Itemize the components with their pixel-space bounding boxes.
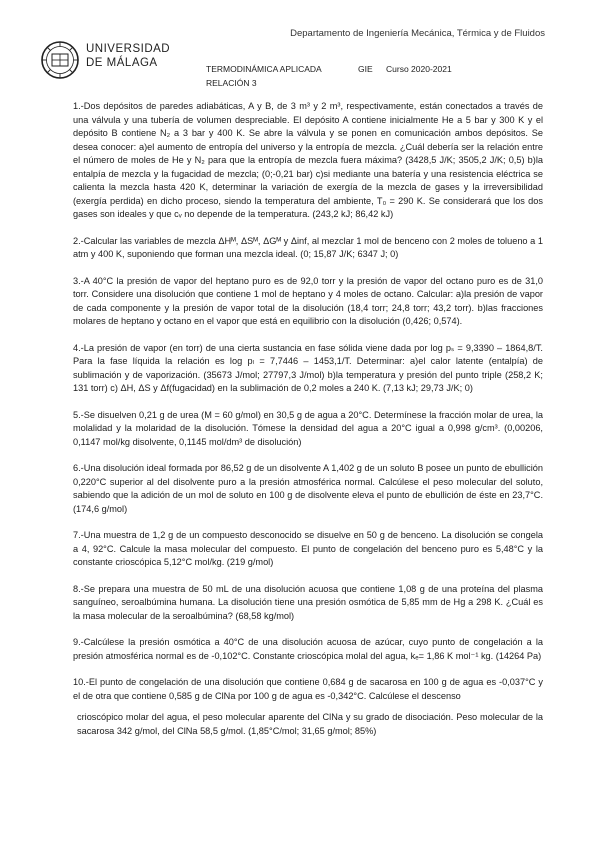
course-header xyxy=(206,64,452,74)
problem-9: 9.-Calcúlese la presión osmótica a 40°C de una disolución acuosa de azúcar, cuyo punto de congelación a la presión atmosférica normal es de -0,102°C. Constante crioscópica molal del agua, kₑ= 1,86 K mol⁻¹ kg. (14264 Pa) xyxy=(73,637,543,661)
problem-3: 3.-A 40°C la presión de vapor del heptano puro es de 92,0 torr y la presión de vapor del octano puro es de 31,0 torr. Considere una disolución que contiene 1 mol de heptano y 4 moles de octano. Calcular: a)la presión de vapor de cada componente y la presión de vapor total de la disolución (18,4 torr; 24,8 torr; 43,2 torr). b)las fracciones molares de heptano y octano en el vapor que está en equilibrio con la disolución (0,426; 0,574). xyxy=(73,275,543,326)
problem-8: 8.-Se prepara una muestra de 50 mL de una disolución acuosa que contiene 1,08 g de una proteína del plasma sanguíneo, seroalbúmina humana. La disolución tiene una presión osmótica de 5,85 mm de Hg a 298 K. ¿Cuál es la masa molecular de la seroalbúmina? (68,58 kg/mol) xyxy=(73,583,543,621)
problem-1: 1.-Dos depósitos de paredes adiabáticas, A y B, de 3 m³ y 2 m³, respectivamente, están conectados a través de una válvula y una tubería de volumen despreciable. El depósito A contiene inicialmente He a 5 bar y 300 K y el depósito B contiene N₂ a 3 bar y 400 K. Se abre la válvula y se ponen en comunicación ambos depósitos. Se desea conocer: a)el aumento de entropía del universo y la entropía de mezcla. ¿Cuál debería ser la relación entre el número de moles de He y N₂ para que la entropía de mezcla fuera máxima? (3428,5 J/K; 3505,2 J/K; 0,5) b)la entalpía de mezcla y la fugacidad de mezcla; (0;-0,21 bar) c)si mediante una batería y una resistencia eléctrica se calienta la mezcla hasta 420 K, determinar la variación de exergía de la mezcla de gases y la irreversibilidad (exergía perdida) en dicho proceso, siendo la temperatura del ambiente, T₀ = 290 K. Se considerará que los dos gases son ideales y que cᵥ no depende de la temperatura. (243,2 kJ; 86,42 kJ) xyxy=(73,101,543,219)
degree-code: GIE xyxy=(358,64,373,74)
problem-2: 2.-Calcular las variables de mezcla ΔHᴹ, ΔSᴹ, ΔGᴹ y Δinf, al mezclar 1 mol de benceno con 2 moles de tolueno a 1 atm y 400 K, suponiendo que forman una mezcla ideal. (0; 15,87 J/K; 6347 J; 0) xyxy=(73,235,543,259)
university-name-line1: UNIVERSIDAD xyxy=(86,43,171,55)
problem-list xyxy=(73,100,543,751)
university-name-line2: DE MÁLAGA xyxy=(86,57,158,69)
subject-title: TERMODINÁMICA APLICADA xyxy=(206,64,322,74)
department-name: Departamento de Ingeniería Mecánica, Térmica y de Fluidos xyxy=(290,28,545,39)
academic-year: Curso 2020-2021 xyxy=(386,64,452,74)
problem-6: 6.-Una disolución ideal formada por 86,52 g de un disolvente A 1,402 g de un soluto B posee un punto de ebullición 0,220°C superior al del disolvente puro a la presión atmosférica normal. Calcúlese el peso molecular del soluto, sabiendo que la adición de un mol de soluto en 100 g de disolvente eleva el punto de ebullición de éste en 23,7°C. (174,6 g/mol) xyxy=(73,463,543,514)
problem-5: 5.-Se disuelven 0,21 g de urea (M = 60 g/mol) en 30,5 g de agua a 20°C. Determínese la fracción molar de urea, la molalidad y la molaridad de la disolución. Tómese la densidad del agua a 20°C igual a 0,998 g/cm³. (0,00206, 0,1147 mol/kg disolvente, 0,1145 mol/dm³ de disolución) xyxy=(73,409,543,447)
problem-set-title: RELACIÓN 3 xyxy=(206,78,257,88)
problem-10: 10.-El punto de congelación de una disolución que contiene 0,684 g de sacarosa en 100 g de agua es -0,037°C y el de otra que contiene 0,585 g de ClNa por 100 g de agua es -0,342°C. Calcúlese el descenso xyxy=(73,677,543,701)
university-seal-icon xyxy=(40,40,80,80)
problem-7: 7.-Una muestra de 1,2 g de un compuesto desconocido se disuelve en 50 g de benceno. La disolución se congela a 4, 92°C. Calcule la masa molecular del compuesto. El punto de congelación del benceno puro es 5,48°C y la constante crioscópica 5,12°C mol/kg. (219 g/mol) xyxy=(73,530,543,567)
university-logo xyxy=(40,40,170,80)
problem-10-continuation: crioscópico molar del agua, el peso molecular aparente del ClNa y su grado de disociación. Peso molecular de la sacarosa 342 g/mol, del ClNa 58,5 g/mol. (1,85°C/mol; 31,65 g/mol; 85%) xyxy=(77,712,543,736)
problem-4: 4.-La presión de vapor (en torr) de una cierta sustancia en fase sólida viene dada por log pₛ = 9,3390 – 1864,8/T. Para la fase líquida la relación es log pₗ = 7,7446 – 1453,1/T. Determinar: a)el calor latente (entalpía) de sublimación y de vaporización. (35673 J/mol; 27797,3 J/mol) b)la temperatura y presión del punto triple (258,2 K; 131 torr) c) ΔH, ΔS y Δf(fugacidad) en la sublimación de 0,2 moles a 240 K. (7,13 kJ; 29,73 J/K; 0) xyxy=(73,342,543,393)
